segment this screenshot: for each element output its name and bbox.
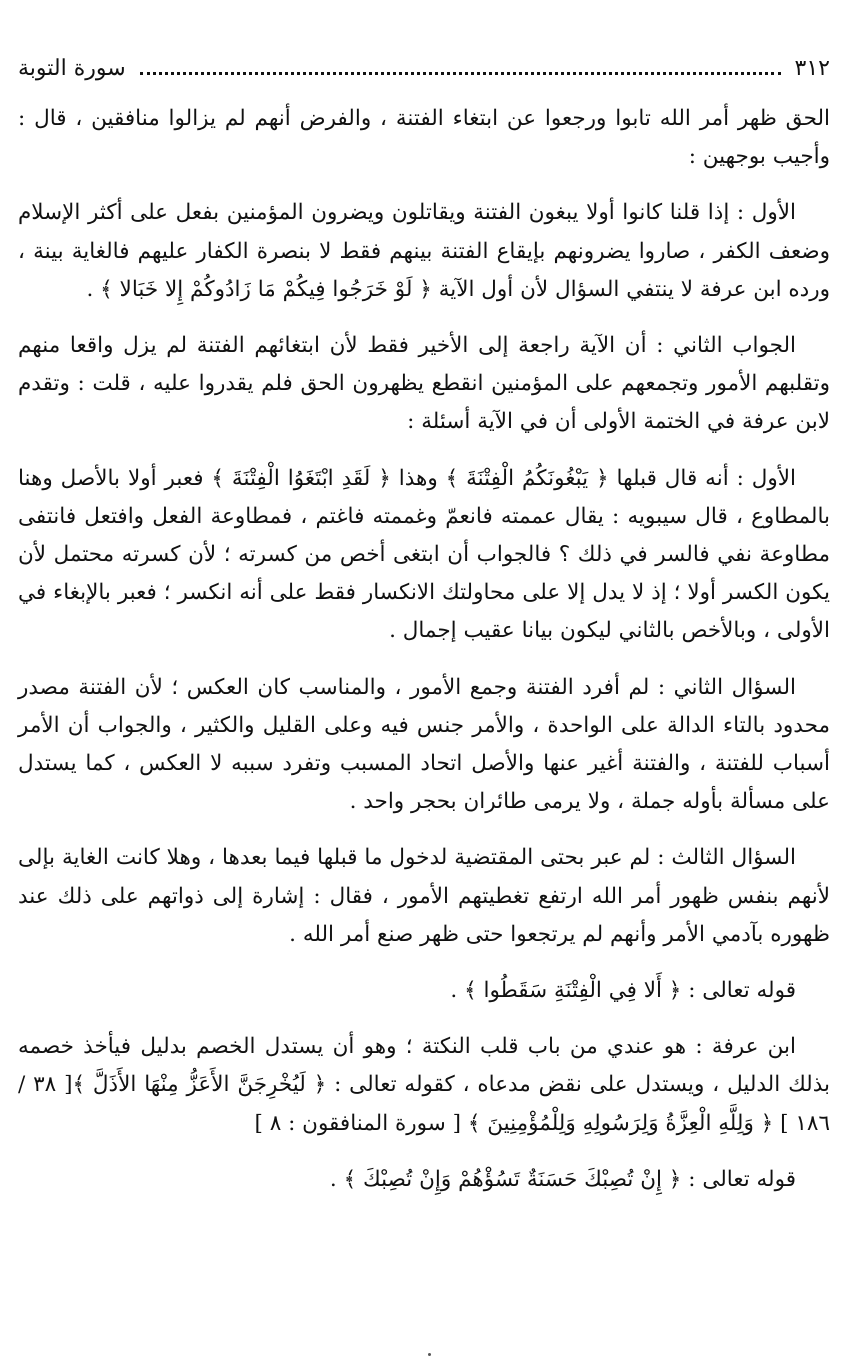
page-number: ٣١٢ — [794, 56, 830, 81]
paragraph-continuation: الحق ظهر أمر الله تابوا ورجعوا عن ابتغاء الفتنة ، والفرض أنهم لم يزالوا منافقين ، قال : وأجيب بوجهين : — [18, 106, 830, 170]
book-page — [18, 56, 830, 1356]
paragraph-first-answer: الأول : إذا قلنا كانوا أولا يبغون الفتنة ويقاتلون ويضرون المؤمنين بفعل على أكثر الإسلام وضعف الكفر ، صاروا يضرونهم بإيقاع الفتنة بينهم فقط لا بنصرة الكفار عليهم فالغاية بينة ، ورده ابن عرفة لا ينتفي السؤال لأن أول الآية ﴿ لَوْ خَرَجُوا فِيكُمْ مَا زَادُوكُمْ إِلا خَبَالا ﴾ . — [18, 200, 830, 302]
surah-title: سورة التوبة — [18, 56, 126, 81]
paragraph-verse-2: قوله تعالى : ﴿ إِنْ تُصِبْكَ حَسَنَةٌ تَسُؤْهُمْ وَإِنْ تُصِبْكَ ﴾ . — [329, 1166, 796, 1192]
header-dotted-rule — [140, 56, 781, 75]
paragraph-third-question: السؤال الثالث : لم عبر بحتى المقتضية لدخول ما قبلها فيما بعدها ، وهلا كانت الغاية بإلى لأنهم بنفس ظهور أمر الله ارتفع تغطيتهم الأمور ، فقال : إشارة إلى ذواتهم على ذلك عند ظهوره بآدمي الأمر وأنهم لم يرتجعوا حتى ظهر صنع أمر الله . — [18, 845, 830, 947]
paragraph-second-answer: الجواب الثاني : أن الآية راجعة إلى الأخير فقط لأن ابتغائهم الفتنة لم يزل واقعا منهم وتقلبهم الأمور وتجمعهم على المؤمنين انقطع يظهرون الحق فلم يقدروا عليه ، قلت : وتقدم لابن عرفة في الختمة الأولى أن في الآية أسئلة : — [18, 333, 830, 435]
paragraph-second-question: السؤال الثاني : لم أفرد الفتنة وجمع الأمور ، والمناسب كان العكس ؛ لأن الفتنة مصدر محدود بالتاء الدالة على الواحدة ، والأمر جنس فيه وعلى القليل والكثير ، والجواب أن الأمر أسباب للفتنة ، والفتنة أغير عنها والأصل اتحاد المسبب وتفرد سببه لا العكس ، كما يستدل على مسألة بأوله جملة ، ولا يرمى طائران بحجر واحد . — [18, 674, 830, 815]
footer-dot — [428, 1353, 431, 1356]
page-header — [18, 56, 830, 96]
paragraph-first-question: الأول : أنه قال قبلها ﴿ يَبْغُونَكُمُ الْفِتْنَةَ ﴾ وهذا ﴿ لَقَدِ ابْتَغَوُا الْفِتْنَةَ ﴾ فعبر أولا بالأصل وهنا بالمطاوع ، قال سيبويه : يقال عممته فانعمّ وغممته فاغتم ، فمطاوعة الفعل وافتعل فانتفى مطاوعة نفي فالسر في ذلك ؟ فالجواب أن ابتغى أخص من كسرته ؛ لأن كسرته محتمل لأن يكون الكسر أولا ؛ إذ لا يدل إلا على محاولتك الانكسار فقط على أنه انكسر ؛ فعبر بالإبغاء في الأولى ، وبالأخص بالثاني ليكون بيانا عقيب إجمال . — [18, 465, 830, 644]
paragraph-ibn-arafa: ابن عرفة : هو عندي من باب قلب النكتة ؛ وهو أن يستدل الخصم بدليل فيأخذ خصمه بذلك الدليل ، ويستدل على نقض مدعاه ، كقوله تعالى : ﴿ لَيُخْرِجَنَّ الأَعَزُّ مِنْهَا الأَذَلَّ ﴾[ ٣٨ / ١٨٦ ] ﴿ وَلِلَّهِ الْعِزَّةُ وَلِرَسُولِهِ وَلِلْمُؤْمِنِينَ ﴾ [ سورة المنافقون : ٨ ] — [18, 1034, 831, 1136]
paragraph-verse-1: قوله تعالى : ﴿ أَلا فِي الْفِتْنَةِ سَقَطُوا ﴾ . — [450, 978, 796, 1004]
